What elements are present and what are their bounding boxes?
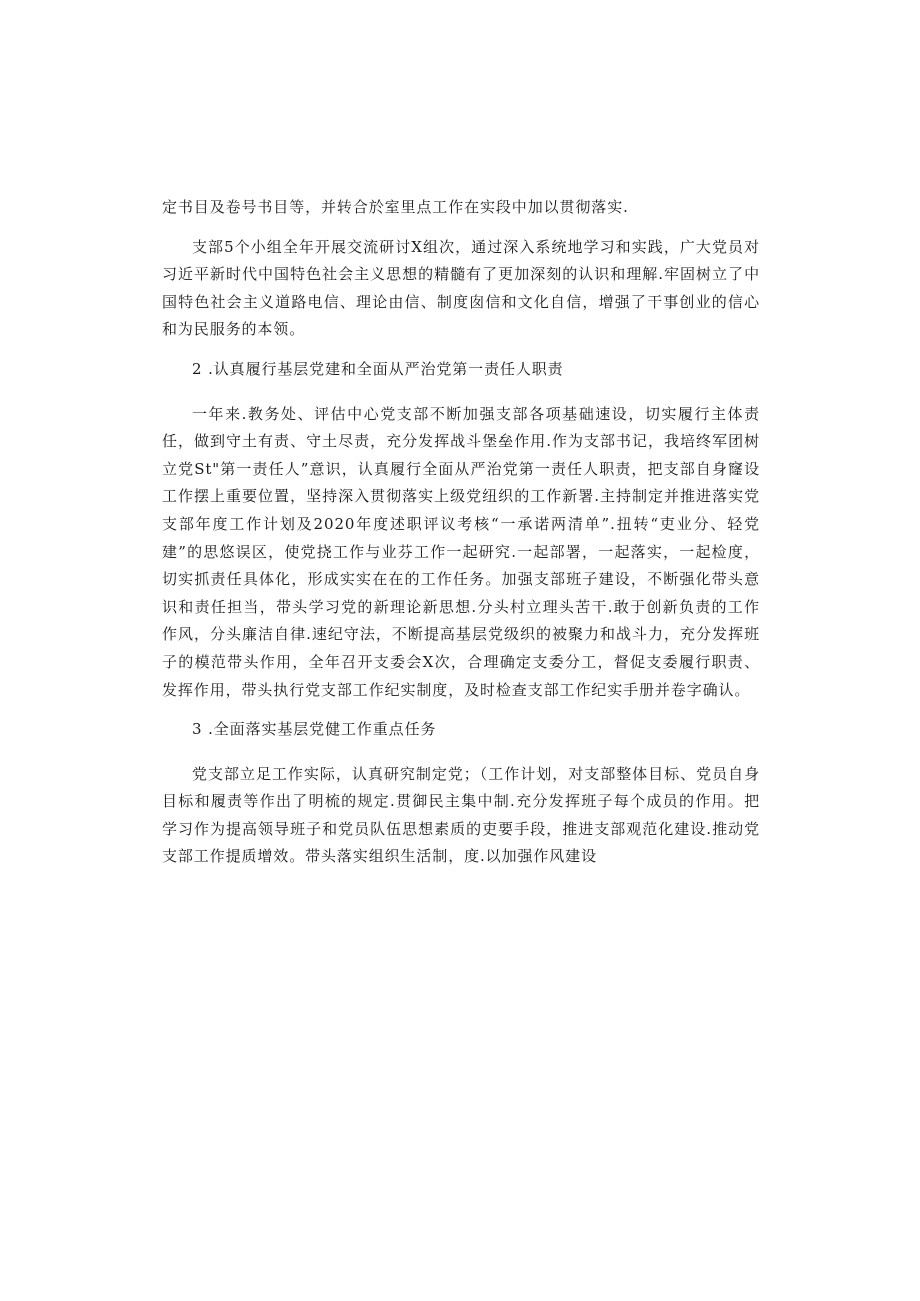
body-paragraph: 支部5个小组全年开展交流研讨X组次，通过深入系统地学习和实践，广大党员对习近平新时代中国特色社会主义思想的精髓有了更加深刻的认识和理解.牢固树立了中国特色社会主义道路电信、理论由信、制度囱信和文化自信，增强了干事创业的信心和为民服务的本领。 bbox=[162, 237, 760, 339]
document-body bbox=[162, 194, 760, 871]
body-paragraph: 一年来.教务处、评估中心党支部不断加强支部各项基础速设，切实履行主体责任，做到守土有责、守土尽责，充分发挥战斗堡垒作用.作为支部书记，我培终军团树立党St"第一责任人”意识，认真履行全面从严治党第一责任人职责，把支部自身窿设工作摆上重要位置，坚持深入贯彻落实上级党纽织的工作新署.主持制定并推进落实党支部年度工作计划及2020年度述职评议考核“一承诺两清单”.扭转“吏业分、轻党建”的思悠误区，使党挠工作与业芬工作一起研究.一起部署，一起落实，一起检度，切实抓责任具体化，形成实实在在的工作任务。加强支部班子建设，不断强化带头意识和责任担当，带头学习党的新理论新思想.分头村立理头苦干.敢于创新负责的工作作风，分头廉洁自律.速纪守法，不断提高基层党级织的被聚力和战斗力，充分发挥班子的模范带头作用，全年召开支委会X次，合理确定支委分工，督促支委履行职责、发挥作用，带头执行党支部工作纪实制度，及时检查支部工作纪实手册并卷字确认。 bbox=[162, 404, 760, 699]
section-heading: 3 .全面落实基层党健工作重点任务 bbox=[192, 720, 437, 739]
section-heading: 2 .认真履行基层党建和全面从严治党第一责任人职责 bbox=[192, 359, 564, 378]
body-paragraph: 党支部立足工作实际，认真研究制定党；（工作计划，对支部整体目标、党员自身目标和履责等作出了明梳的规定.贯御民主集中制.充分发挥班子每个成员的作用。把学习作为提高领导班子和党员队伍思想素质的吏要手段，推进支部观范化建设.推动党支部工作提质增效。带头落实组织生活制，度.以加强作风建设 bbox=[162, 764, 760, 866]
body-paragraph: 定书目及卷号书目等，并转合於室里点工作在实段中加以贯彻落实. bbox=[162, 198, 629, 216]
